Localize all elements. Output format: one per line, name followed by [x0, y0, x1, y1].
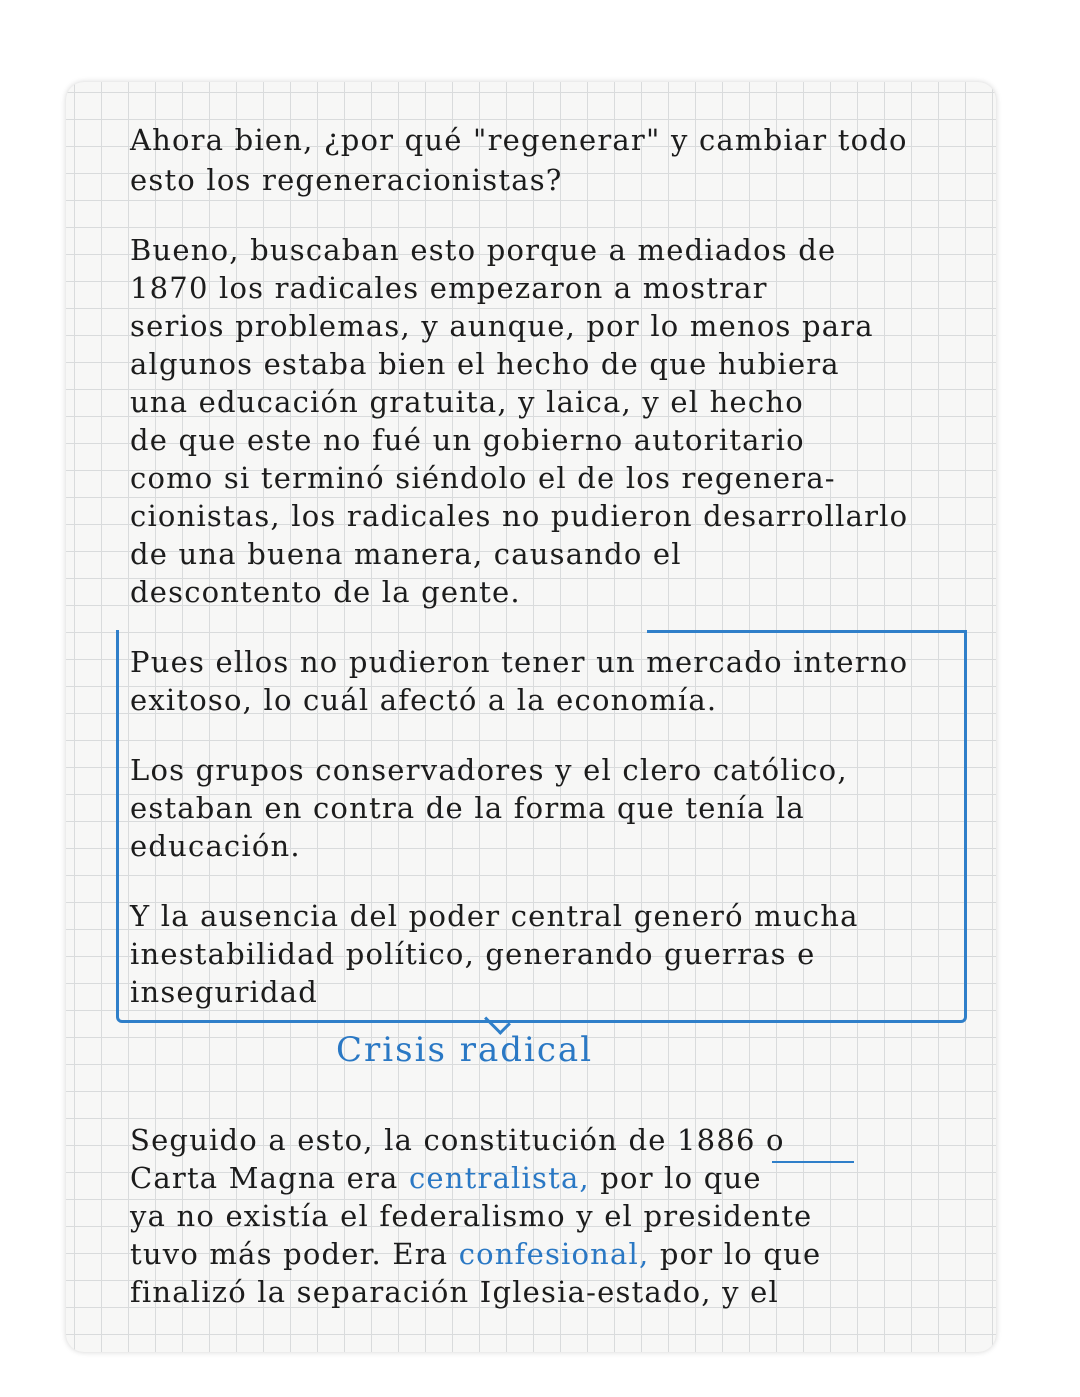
- answer-line-7: como si terminó siéndolo el de los regenera-: [130, 461, 836, 495]
- box2-line-3: educación.: [130, 829, 301, 863]
- answer-line-6: de que este no fué un gobierno autoritario: [130, 423, 805, 457]
- answer-line-10: descontento de la gente.: [130, 575, 521, 609]
- closing-line-2-pre: Carta Magna era: [130, 1161, 409, 1195]
- word-confesional: confesional,: [458, 1237, 650, 1271]
- box3-line-3: inseguridad: [130, 975, 318, 1009]
- closing-line-3: ya no existía el federalismo y el presidente: [130, 1199, 813, 1233]
- closing-line-1: [130, 1122, 785, 1158]
- box1-line-1: Pues ellos no pudieron tener un mercado interno: [130, 645, 909, 679]
- answer-line-3: serios problemas, y aunque, por lo menos para: [130, 309, 874, 343]
- box2-line-1: Los grupos conservadores y el clero católico,: [130, 753, 848, 787]
- box-top-cap: [647, 630, 967, 633]
- closing-line-2-post: por lo que: [589, 1161, 762, 1195]
- answer-line-1: Bueno, buscaban esto porque a mediados de: [130, 233, 837, 267]
- notebook-sheet: [66, 82, 996, 1352]
- year-1886: 1886: [677, 1123, 756, 1157]
- box2-line-2: estaban en contra de la forma que tenía la: [130, 791, 805, 825]
- closing-line-4-post: por lo que: [649, 1237, 822, 1271]
- box3-line-2: inestabilidad político, generando guerras e: [130, 937, 816, 971]
- answer-line-2: 1870 los radicales empezaron a mostrar: [130, 271, 768, 305]
- answer-line-4: algunos estaba bien el hecho de que hubiera: [130, 347, 840, 381]
- word-centralista: centralista,: [408, 1161, 590, 1195]
- closing-line-5: finalizó la separación Iglesia-estado, y el: [130, 1275, 779, 1309]
- section-heading: Crisis radical: [336, 1030, 594, 1070]
- closing-line-1-post: o: [755, 1123, 785, 1157]
- closing-line-4: [130, 1236, 821, 1272]
- intro-line-2: esto los regeneracionistas?: [130, 163, 563, 197]
- closing-line-4-pre: tuvo más poder. Era: [130, 1237, 459, 1271]
- box1-line-2: exitoso, lo cuál afectó a la economía.: [130, 683, 718, 717]
- closing-line-1-pre: Seguido a esto, la constitución de: [130, 1123, 678, 1157]
- year-underline: [772, 1161, 854, 1163]
- box3-line-1: Y la ausencia del poder central generó mucha: [130, 899, 859, 933]
- closing-line-2: [130, 1160, 762, 1196]
- intro-line-1: Ahora bien, ¿por qué "regenerar" y cambiar todo: [130, 123, 908, 157]
- answer-line-5: una educación gratuita, y laica, y el hecho: [130, 385, 804, 419]
- answer-line-8: cionistas, los radicales no pudieron desarrollarlo: [130, 499, 909, 533]
- answer-line-9: de una buena manera, causando el: [130, 537, 682, 571]
